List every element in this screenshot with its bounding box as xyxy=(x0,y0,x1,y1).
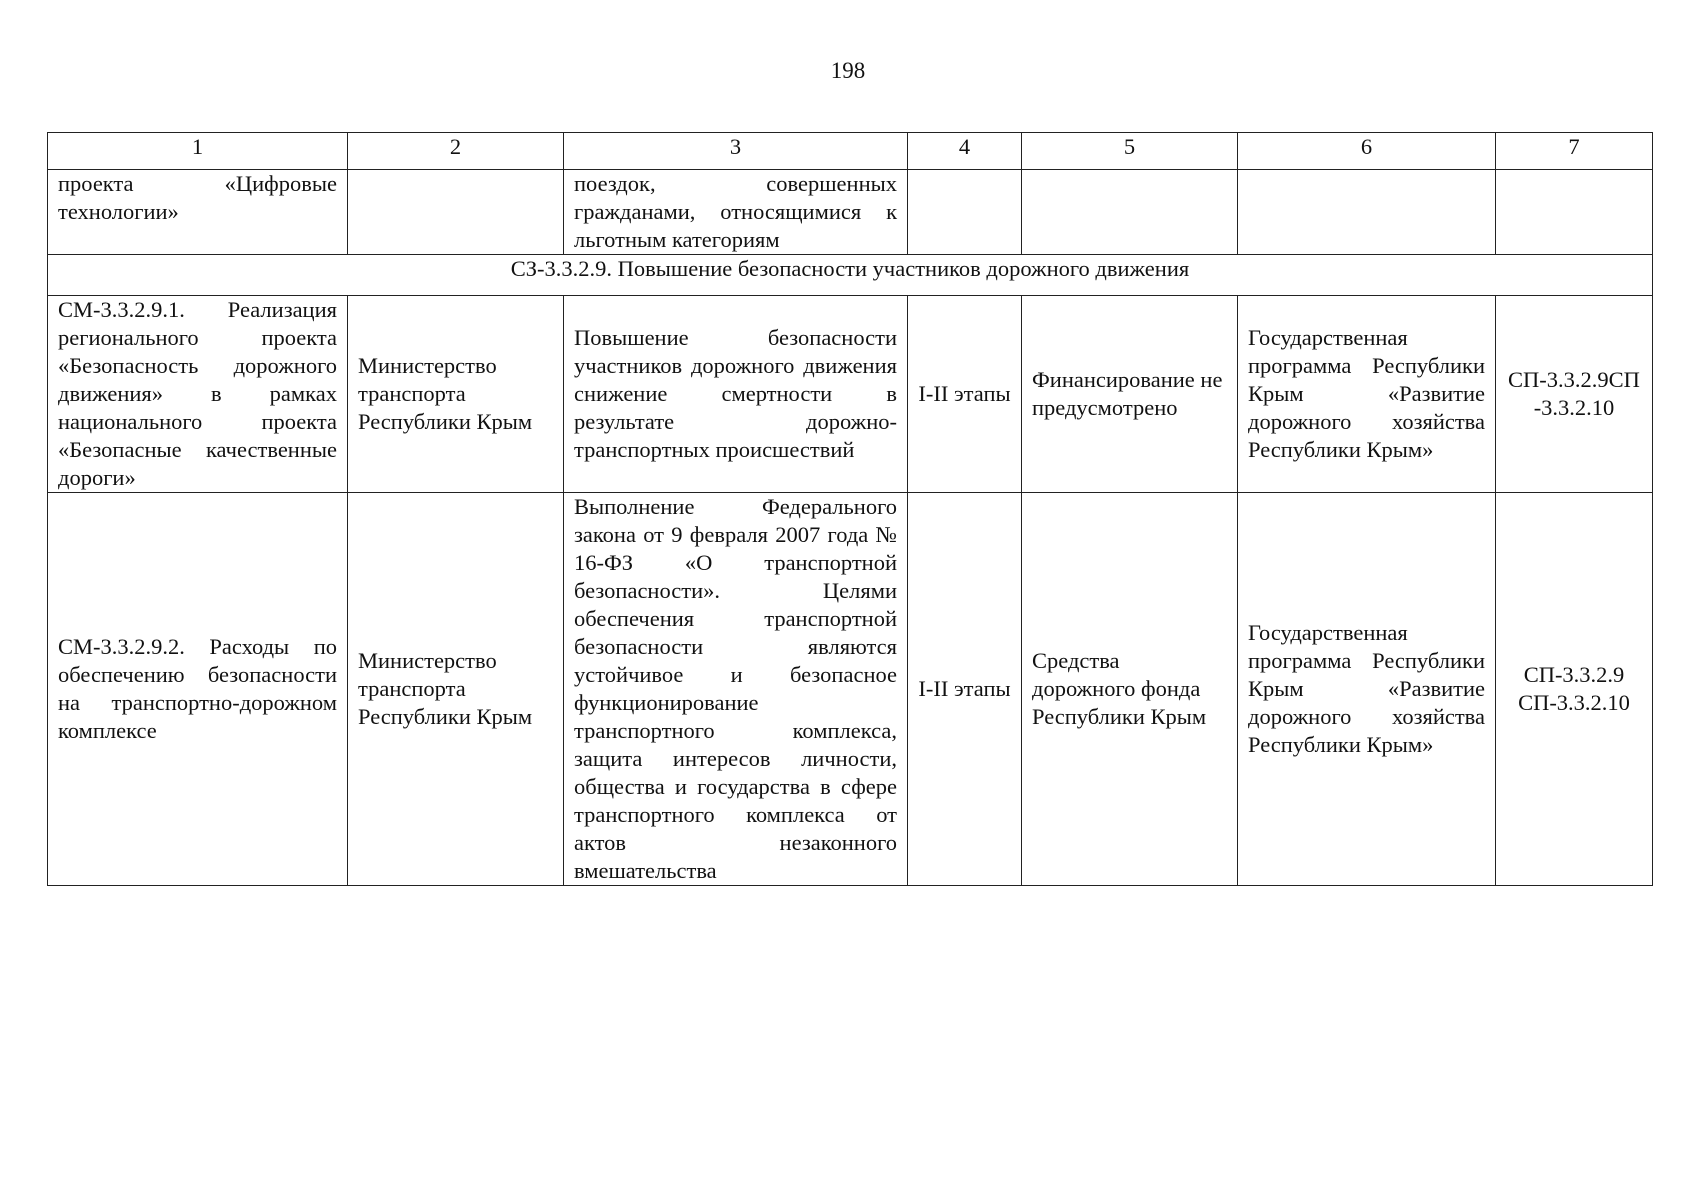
measure-name: проекта «Цифровые технологии» xyxy=(48,170,348,255)
funding: Финансирование не предусмотрено xyxy=(1022,296,1238,493)
result-description: Повышение безопасности участников дорожного движения снижение смертности в результате дорожно-транспортных происшествий xyxy=(564,296,908,493)
section-row xyxy=(48,255,1653,296)
program: Государственная программа Республики Крым «Развитие дорожного хозяйства Республики Крым» xyxy=(1238,296,1496,493)
section-title: СЗ-3.3.2.9. Повышение безопасности участников дорожного движения xyxy=(48,255,1653,296)
header-cell: 4 xyxy=(908,133,1022,170)
header-row xyxy=(48,133,1653,170)
result-description: поездок, совершенных гражданами, относящимися к льготным категориям xyxy=(564,170,908,255)
responsible: Министерство транспорта Республики Крым xyxy=(348,296,564,493)
continuation-row xyxy=(48,170,1653,255)
header-cell: 1 xyxy=(48,133,348,170)
result-description: Выполнение Федерального закона от 9 февраля 2007 года № 16-ФЗ «О транспортной безопасности». Целями обеспечения транспортной безопасности являются устойчивое и безопасное функционирование транспортного комплекса, защита интересов личности, общества и государства в сфере транспортного комплекса от актов незаконного вмешательства xyxy=(564,493,908,886)
header-cell: 2 xyxy=(348,133,564,170)
table-row xyxy=(48,493,1653,886)
target-link: СП-3.3.2.9 СП-3.3.2.10 xyxy=(1496,493,1653,886)
responsible: Министерство транспорта Республики Крым xyxy=(348,493,564,886)
header-cell: 3 xyxy=(564,133,908,170)
funding: Средства дорожного фонда Республики Крым xyxy=(1022,493,1238,886)
program: Государственная программа Республики Крым «Развитие дорожного хозяйства Республики Крым» xyxy=(1238,493,1496,886)
target-link xyxy=(1496,170,1653,255)
measure-name: СМ-3.3.2.9.2. Расходы по обеспечению безопасности на транспортно-дорожном комплексе xyxy=(48,493,348,886)
header-cell: 7 xyxy=(1496,133,1653,170)
stage: I-II этапы xyxy=(908,493,1022,886)
stage xyxy=(908,170,1022,255)
table-row xyxy=(48,296,1653,493)
stage: I-II этапы xyxy=(908,296,1022,493)
measures-table xyxy=(47,132,1653,886)
header-cell: 6 xyxy=(1238,133,1496,170)
responsible xyxy=(348,170,564,255)
program xyxy=(1238,170,1496,255)
header-cell: 5 xyxy=(1022,133,1238,170)
target-link: СП-3.3.2.9СП-3.3.2.10 xyxy=(1496,296,1653,493)
page-number: 198 xyxy=(830,58,866,83)
funding xyxy=(1022,170,1238,255)
measure-name: СМ-3.3.2.9.1. Реализация регионального проекта «Безопасность дорожного движения» в рамках национального проекта «Безопасные качественные дороги» xyxy=(48,296,348,493)
